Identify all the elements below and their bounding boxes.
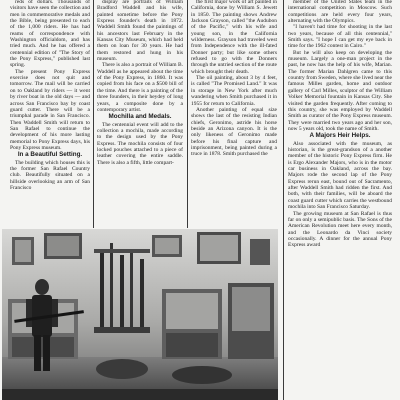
column-3 <box>191 0 277 245</box>
paragraph: the first major work of art painted in California, done by William S. Jewett in 1850. The painting shows Andrew Jackson Grayson, called "the Audubon of the Pacific," with his wife and young son, in the California wilderness. Grayson had traveled west from Independence with the ill-fated Donner party; but like some others refused to go with the Donners through the untried section of the route which brought their death. <box>191 0 277 75</box>
paragraph: But he will also keep on developing the museum. Largely a one-man project in the past, he now has the help of his wife, Marian. The former Marian Dahlgren came to this country from Sweden, where she lived near the famous Milles garden, home and outdoor gallery of Carl Milles, sculptor of the William Volker Memorial fountain in Kansas City. She visited the garden frequently. After coming to this country, she was employed by Waddell Smith as curator of the Pony Express museum. They were married two years ago and her son, now 5 years old, took the name of Smith. <box>288 49 392 132</box>
column-rule-1 <box>93 0 94 228</box>
column-2 <box>97 0 183 245</box>
paragraph: reds of dollars. Thousands of visitors have seen the collection and men in commemorative medals and the Bible, being presented to each of the 1,000 riders. He has had reams of correspondence with Washington officialdom, and has tried much. And he has offered a centennial edition of "The Story of the Pony Express," published last spring. <box>10 0 90 69</box>
paragraph: Another painting of equal size shows the last of the resisting Indian chiefs, Geronimo, astride his horse beside an Arizona canyon. It is the only likeness of Geronimo made before his final capture and imprisonment, being painted during a truce in 1878. Smith purchased the <box>191 106 277 158</box>
subheading: In a Beautiful Setting. <box>17 151 83 159</box>
paragraph: The oil painting, about 3 by 4 feet, is called "The Promised Land." It was in storage in New York after much wandering when Smith purchased it in 1955 for return to California. <box>191 75 277 107</box>
paragraph: There is also a portrait of William B. Waddell as he appeared about the time of the Pony Express, in 1860. It was copied from his face on a $500 bill of the time. And there is a painting of the three founders, in their heydey of long years, a composite done by a contemporary artist. <box>97 62 183 113</box>
paragraph: display are portraits of William Bradford Waddell and his wife, painted sometime before the Pony Express founder's death in 1872. Waddell Smith found the paintings of his ancestors last February in the Kansas City Museum, which had held them on loan for 30 years. He had them restored and hung in his museum. <box>97 0 183 63</box>
column-rule-2 <box>187 0 188 228</box>
museum-interior-photograph <box>2 229 278 400</box>
paragraph: The present Pony Express exercise does not quit and tomorrow. The mail will be carried on to Oakland by riders — it went by river boat in the old days — and across San Francisco bay by coast guard cutter. There will be a triumphal parade in San Francisco. Then Waddell Smith will return to San Rafael to continue the development of his more lasting memorial to Pony Express days, his Pony Express museum. <box>10 68 90 151</box>
paragraph: The growing museum at San Rafael is thus far on only a semipublic basis. The Sons of the American Revolution meet here every month, and the Leonardo da Vinci society occasionally. A dinner for the annual Pony Express award <box>288 210 392 249</box>
paragraph: "I haven't had time for shooting in the last two years, because of all this centennial," Smith says. "I hope I can get my eye back in time for the 1962 contest in Cairo." <box>288 24 392 50</box>
column-4 <box>288 0 392 400</box>
column-1 <box>10 0 90 225</box>
paragraph: Also associated with the museum, as historian, is the great-grandson of a another member of the historic Pony Express firm. He is Ergo Alexander Majors, who is in the motor car business in Oakland, across the bay. Majors rode the second lap of the Pony Express rerun east, bound out of Sacramento, after Waddell Smith had ridden the first. And both, with their families, will be aboard the coast guard cutter which carries the westbound mochila into San Francisco Saturday. <box>288 140 392 211</box>
column-rule-3 <box>283 0 284 400</box>
subheading: A Majors Heir Helps. <box>309 132 371 140</box>
paragraph: The centennial event will add to the collection a mochila, made according to the design used by the Pony Express. The mochila consists of four locked pouches attached to a piece of leather covering the entire saddle. There is also a fifth, little compart- <box>97 121 183 166</box>
subheading: Mochilla and Medals. <box>108 113 172 121</box>
paragraph: The building which houses this is the former San Rafael Country club. Beautifully situated on a hillside overlooking an arm of San Francisco <box>10 159 90 192</box>
paragraph: member of the United States team in the international competition in Moscow. Such competitions are held every four years, alternating with the Olympics. <box>288 0 392 25</box>
